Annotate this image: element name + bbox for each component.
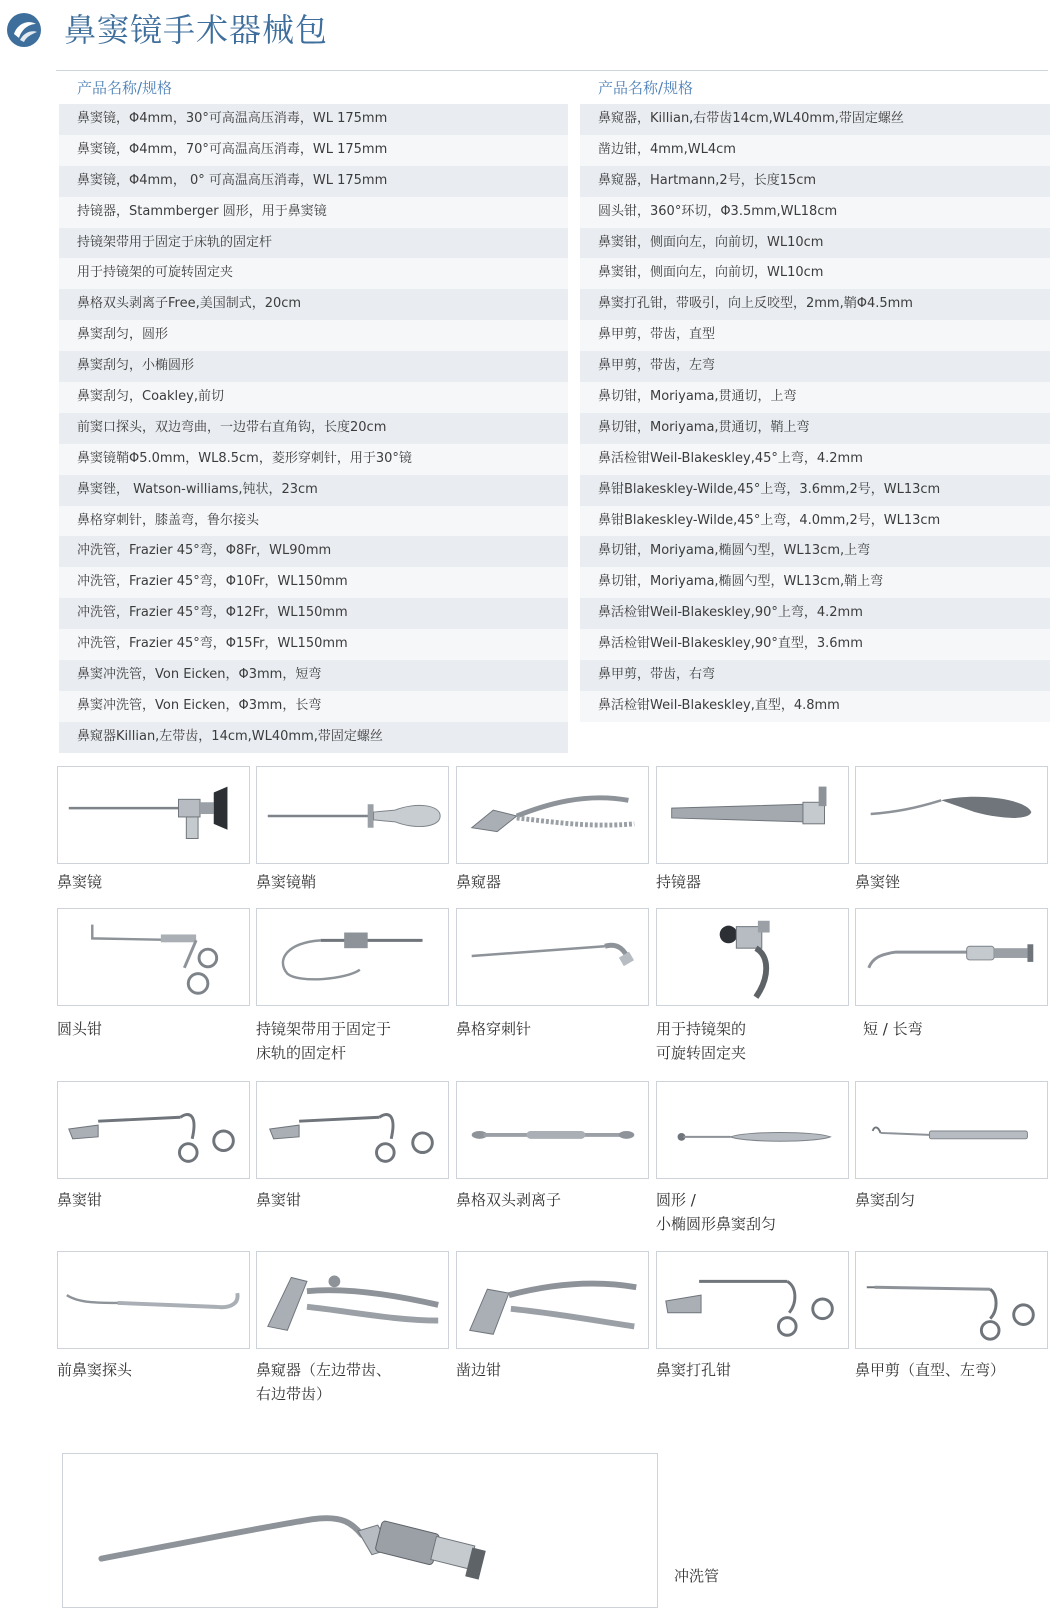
rongeur-icon [457,1252,648,1348]
image-tile [855,908,1048,1006]
image-caption: 鼻窦锉 [855,873,901,891]
puncture-needle-icon [457,909,648,1005]
image-caption: 用于持镜架的 可旋转固定夹 [656,1020,747,1062]
curette-icon [856,1082,1047,1178]
sinus-rasp-icon [856,767,1047,863]
table-row: 鼻活检钳Weil-Blakeskley,90°上弯，4.2mm [580,598,1050,629]
table-row: 鼻窦刮匀，圆形 [59,320,568,351]
table-row: 鼻甲剪，带齿，右弯 [580,660,1050,691]
image-tile [656,908,849,1006]
image-caption: 圆形 / 小椭圆形鼻窦刮匀 [656,1191,777,1233]
title-divider [56,70,1048,71]
table-row: 持镜器，Stammberger 圆形，用于鼻窦镜 [59,197,568,228]
table-row: 鼻窥器Killian,左带齿，14cm,WL40mm,带固定螺丝 [59,722,568,753]
table-row: 鼻甲剪，带齿，直型 [580,320,1050,351]
image-tile [256,1251,449,1349]
scope-holder-icon [657,767,848,863]
image-tile [855,1251,1048,1349]
image-tile [456,908,649,1006]
image-tile [256,908,449,1006]
double-elevator-icon [457,1082,648,1178]
round-forceps-icon [58,909,249,1005]
image-tile [456,1081,649,1179]
table-row: 冲洗管，Frazier 45°弯，Φ8Fr，WL90mm [59,536,568,567]
table-row: 鼻切钳，Moriyama,椭圆勺型，WL13cm,鞘上弯 [580,567,1050,598]
irrigation-cannula-icon [856,909,1047,1005]
table-row: 鼻窦镜，Φ4mm，30°可高温高压消毒，WL 175mm [59,104,568,135]
page-title: 鼻窦镜手术器械包 [64,11,329,49]
product-table-right [580,72,1050,722]
image-caption: 持镜器 [656,873,702,891]
image-caption: 短 / 长弯 [863,1020,923,1038]
image-tile [57,766,250,864]
image-tile [57,1251,250,1349]
table-row: 鼻窥器，Hartmann,2号，长度15cm [580,166,1050,197]
image-tile [256,766,449,864]
table-row: 前窦口探头，双边弯曲，一边带右直角钩，长度20cm [59,413,568,444]
table-row: 鼻窦镜，Φ4mm，70°可高温高压消毒，WL 175mm [59,135,568,166]
punch-forceps-icon [657,1252,848,1348]
table-row: 圆头钳，360°环切，Φ3.5mm,WL18cm [580,197,1050,228]
table-row: 鼻钳Blakeskley-Wilde,45°上弯，4.0mm,2号，WL13cm [580,506,1050,537]
table-row: 鼻格穿刺针，膝盖弯，鲁尔接头 [59,506,568,537]
table-row: 鼻窦刮匀，小椭圆形 [59,351,568,382]
image-caption: 冲洗管 [674,1567,720,1585]
image-caption: 鼻窦钳 [57,1191,103,1209]
turbinate-scissors-icon [856,1252,1047,1348]
image-caption: 鼻甲剪（直型、左弯） [855,1361,1006,1379]
product-table-left [59,72,568,753]
table-row: 鼻窦冲洗管，Von Eicken，Φ3mm，短弯 [59,660,568,691]
table-row: 鼻活检钳Weil-Blakeskley,45°上弯，4.2mm [580,444,1050,475]
image-tile-large [62,1453,658,1608]
endoscope-sheath-icon [257,767,448,863]
image-caption: 鼻格双头剥离子 [456,1191,562,1209]
table-row: 鼻切钳，Moriyama,贯通切，上弯 [580,382,1050,413]
sinus-forceps-icon [58,1082,249,1178]
image-tile [656,1081,849,1179]
image-caption: 前鼻窦探头 [57,1361,133,1379]
image-tile [456,1251,649,1349]
irrigation-tube-icon [63,1454,657,1607]
image-caption: 持镜架带用于固定于 床轨的固定杆 [256,1020,392,1062]
table-row: 鼻窦锉， Watson-williams,钝状，23cm [59,475,568,506]
table-row: 鼻切钳，Moriyama,椭圆勺型，WL13cm,上弯 [580,536,1050,567]
image-caption: 鼻格穿刺针 [456,1020,532,1038]
table-row: 凿边钳，4mm,WL4cm [580,135,1050,166]
table-row: 鼻窦打孔钳，带吸引，向上反咬型，2mm,鞘Φ4.5mm [580,289,1050,320]
image-tile [57,1081,250,1179]
image-tile [855,1081,1048,1179]
endoscope-icon [58,767,249,863]
image-tile [456,766,649,864]
table-row: 鼻窦冲洗管，Von Eicken，Φ3mm，长弯 [59,691,568,722]
image-caption: 凿边钳 [456,1361,502,1379]
table-row: 鼻甲剪，带齿，左弯 [580,351,1050,382]
table-row: 鼻活检钳Weil-Blakeskley,直型，4.8mm [580,691,1050,722]
table-row: 用于持镜架的可旋转固定夹 [59,258,568,289]
holder-rod-icon [257,909,448,1005]
sinus-forceps-icon [257,1082,448,1178]
table-row: 鼻窦镜鞘Φ5.0mm，WL8.5cm，菱形穿刺针，用于30°镜 [59,444,568,475]
image-tile [656,1251,849,1349]
image-caption: 鼻窦刮匀 [855,1191,916,1209]
table-row: 鼻窦镜，Φ4mm， 0° 可高温高压消毒，WL 175mm [59,166,568,197]
curette-icon [657,1082,848,1178]
image-caption: 圆头钳 [57,1020,103,1038]
table-row: 鼻切钳，Moriyama,贯通切，鞘上弯 [580,413,1050,444]
image-tile [656,766,849,864]
image-caption: 鼻窦打孔钳 [656,1361,732,1379]
table-row: 冲洗管，Frazier 45°弯，Φ10Fr，WL150mm [59,567,568,598]
image-tile [256,1081,449,1179]
table-row: 鼻窥器，Killian,右带齿14cm,WL40mm,带固定螺丝 [580,104,1050,135]
nasal-speculum-icon [457,767,648,863]
image-caption: 鼻窦镜 [57,873,103,891]
rotating-clamp-icon [657,909,848,1005]
image-caption: 鼻窥器 [456,873,502,891]
table-row: 鼻活检钳Weil-Blakeskley,90°直型，3.6mm [580,629,1050,660]
image-tile [855,766,1048,864]
probe-icon [58,1252,249,1348]
table-row: 鼻窦钳，侧面向左，向前切，WL10cm [580,228,1050,259]
table-row: 冲洗管，Frazier 45°弯，Φ12Fr，WL150mm [59,598,568,629]
brand-logo-icon [6,12,42,48]
table-row: 鼻钳Blakeskley-Wilde,45°上弯，3.6mm,2号，WL13cm [580,475,1050,506]
table-row: 鼻格双头剥离子Free,美国制式，20cm [59,289,568,320]
image-caption: 鼻窥器（左边带齿、 右边带齿） [256,1361,392,1403]
table-row: 鼻窦钳，侧面向左，向前切，WL10cm [580,258,1050,289]
table-header: 产品名称/规格 [598,79,694,97]
speculum-toothed-icon [257,1252,448,1348]
image-tile [57,908,250,1006]
image-caption: 鼻窦钳 [256,1191,302,1209]
image-caption: 鼻窦镜鞘 [256,873,317,891]
table-row: 冲洗管，Frazier 45°弯，Φ15Fr，WL150mm [59,629,568,660]
table-row: 持镜架带用于固定于床轨的固定杆 [59,228,568,259]
table-header: 产品名称/规格 [77,79,173,97]
table-row: 鼻窦刮匀，Coakley,前切 [59,382,568,413]
